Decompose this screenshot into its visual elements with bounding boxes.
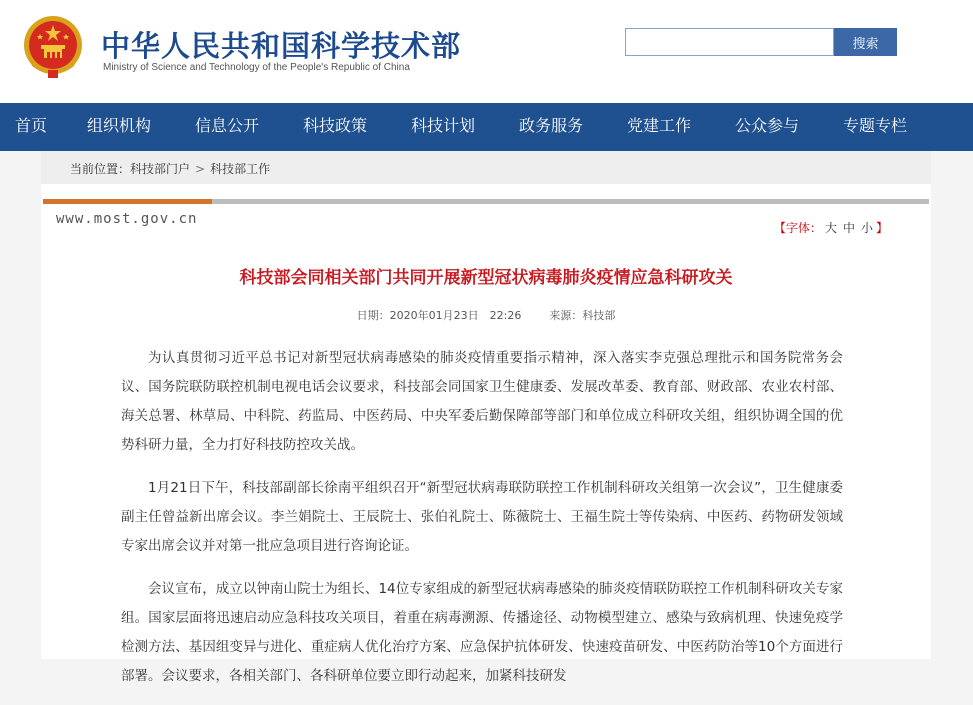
font-size-control: 【字体： 大 中 小 】 (773, 221, 888, 235)
font-size-label: 字体： (785, 221, 822, 235)
article-paragraph: 1月21日下午，科技部副部长徐南平组织召开“新型冠状病毒联防联控工作机制科研攻关组第一次会议”，卫生健康委副主任曾益新出席会议。李兰娟院士、王辰院士、张伯礼院士、陈薇院士、王福生院士等传染病、中医药、药物研发领域专家出席会议并对第一批应急项目进行咨询论证。 (121, 480, 843, 554)
content-panel (41, 151, 931, 684)
nav-item-home[interactable]: 首页 (15, 116, 48, 135)
search-button[interactable]: 搜索 (834, 28, 897, 56)
breadcrumb-prefix: 当前位置： (70, 162, 131, 176)
font-size-medium[interactable]: 中 (842, 221, 855, 235)
search-input[interactable] (625, 28, 834, 56)
national-emblem-icon[interactable] (22, 14, 84, 80)
article-body (121, 344, 843, 705)
breadcrumb-bar (41, 151, 931, 184)
font-size-small[interactable]: 小 (860, 221, 873, 235)
nav-item-organization[interactable]: 组织机构 (87, 116, 152, 135)
nav-item-information[interactable]: 信息公开 (195, 116, 260, 135)
article-paragraph: 会议宣布，成立以钟南山院士为组长、14位专家组成的新型冠状病毒感染的肺炎疫情联防联控工作机制科研攻关专家组。国家层面将迅速启动应急科技攻关项目，着重在病毒溯源、传播途径、动物模型建立、感染与致病机理、快速免疫学检测方法、基因组变异与进化、重症病人优化治疗方案、应急保护抗体研发、快速疫苗研发、中医药防治等10个方面进行部署。会议要求，各相关部门、各科研单位要立即行动起来，加紧科技研发 (121, 581, 843, 684)
nav-item-public[interactable]: 公众参与 (735, 116, 800, 135)
nav-item-topics[interactable]: 专题专栏 (843, 116, 908, 135)
article-title: 科技部会同相关部门共同开展新型冠状病毒肺炎疫情应急科研攻关 (239, 268, 733, 288)
divider-accent (43, 199, 212, 204)
site-header (0, 0, 973, 103)
font-size-large[interactable]: 大 (824, 221, 837, 235)
article-date: 日期：2020年01月23日 22:26 (356, 309, 522, 322)
breadcrumb-link-work[interactable]: 科技部工作 (210, 162, 271, 176)
breadcrumb-separator: > (195, 162, 206, 176)
article-meta (41, 307, 931, 323)
article-source: 来源：科技部 (549, 309, 616, 322)
nav-item-policy[interactable]: 科技政策 (303, 116, 368, 135)
nav-item-party[interactable]: 党建工作 (627, 116, 692, 135)
nav-item-programs[interactable]: 科技计划 (411, 116, 476, 135)
site-url: www.most.gov.cn (56, 211, 198, 227)
article-paragraph: 为认真贯彻习近平总书记对新型冠状病毒感染的肺炎疫情重要指示精神，深入落实李克强总理批示和国务院常务会议、国务院联防联控机制电视电话会议要求，科技部会同国家卫生健康委、发展改革委、教育部、财政部、农业农村部、海关总署、林草局、中科院、药监局、中医药局、中央军委后勤保障部等部门和单位成立科研攻关组，组织协调全国的优势科研力量，全力打好科技防控攻关战。 (121, 350, 843, 453)
breadcrumb-link-portal[interactable]: 科技部门户 (130, 162, 191, 176)
site-title[interactable]: 中华人民共和国科学技术部 (101, 29, 462, 63)
site-subtitle: Ministry of Science and Technology of the People's Republic of China (103, 62, 410, 73)
nav-item-services[interactable]: 政务服务 (519, 116, 584, 135)
breadcrumb (70, 160, 270, 177)
main-nav (0, 103, 973, 151)
